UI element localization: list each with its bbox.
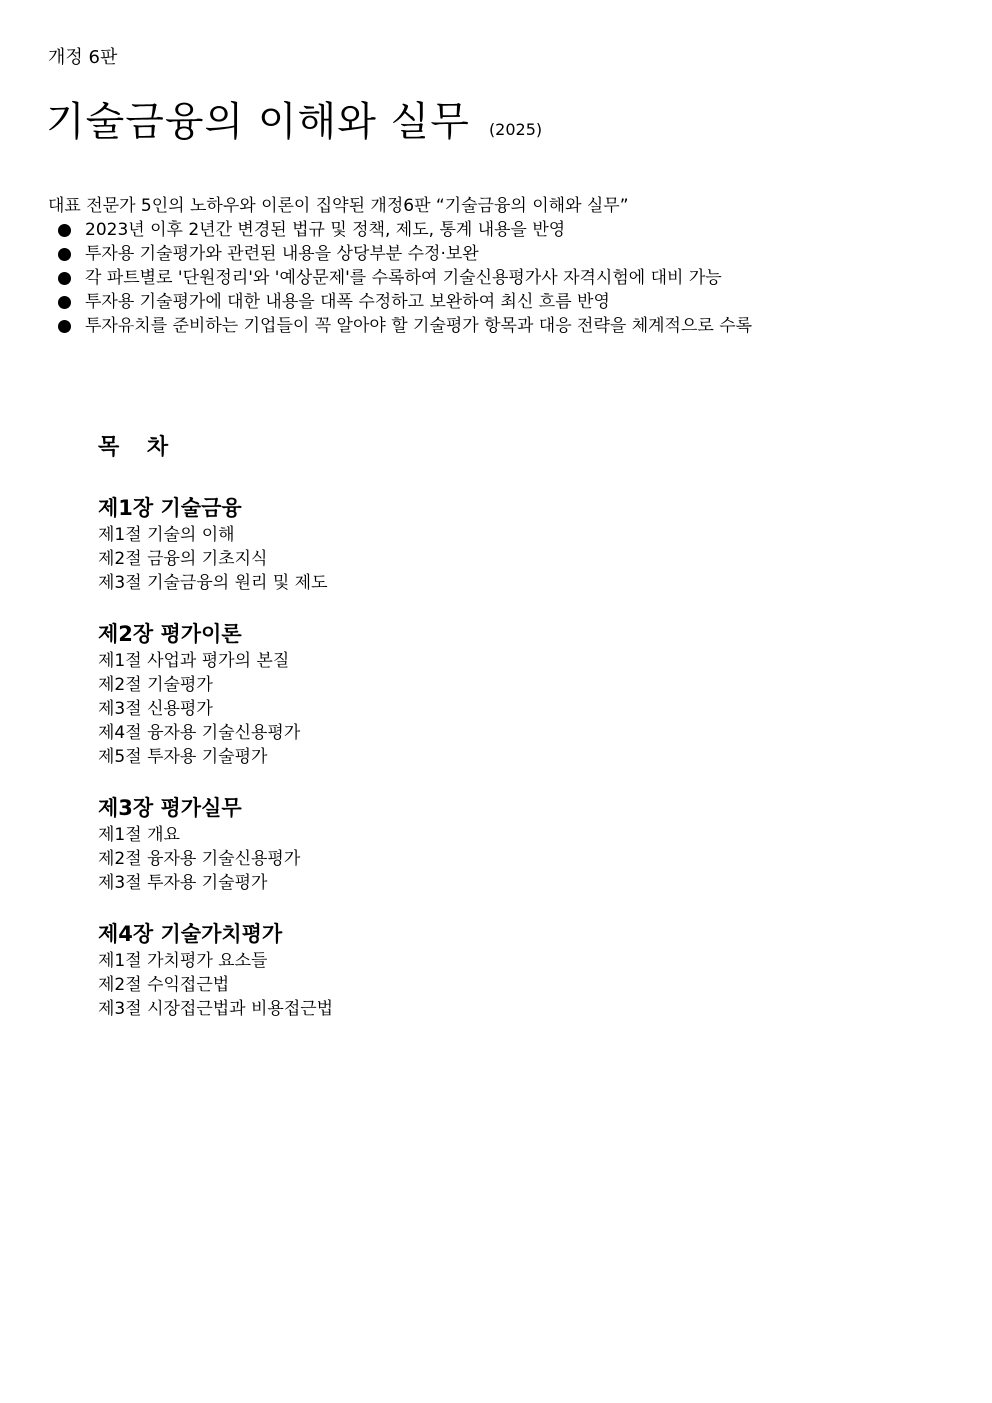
- section-item: 제2절 기술평가: [98, 675, 213, 695]
- section-item: 제1절 기술의 이해: [98, 525, 235, 545]
- section-item: 제1절 사업과 평가의 본질: [98, 651, 290, 671]
- section-item: 제3절 시장접근법과 비용접근법: [98, 999, 334, 1019]
- chapter-title: 제3장 평가실무: [98, 796, 242, 820]
- toc-chapter-4: [98, 919, 798, 1021]
- feature-text: 투자용 기술평가와 관련된 내용을 상당부분 수정·보완: [85, 244, 479, 264]
- section-item: 제3절 신용평가: [98, 699, 213, 719]
- chapter-title: 제2장 평가이론: [98, 622, 242, 646]
- bullet-icon: [58, 296, 71, 309]
- section-item: 제1절 가치평가 요소들: [98, 951, 268, 971]
- toc-chapter-1: [98, 493, 798, 595]
- section-item: 제3절 투자용 기술평가: [98, 873, 268, 893]
- section-item: 제4절 융자용 기술신용평가: [98, 723, 301, 743]
- intro-text: 대표 전문가 5인의 노하우와 이론이 집약된 개정6판 “기술금융의 이해와 실무”: [48, 196, 629, 216]
- section-item: 제1절 개요: [98, 825, 180, 845]
- feature-item: [58, 218, 752, 242]
- edition-label: 개정 6판: [48, 47, 118, 68]
- feature-item: [58, 266, 752, 290]
- bullet-icon: [58, 320, 71, 333]
- feature-item: [58, 314, 752, 338]
- title-row: [46, 96, 542, 148]
- toc-chapter-3: [98, 793, 798, 895]
- toc-chapter-2: [98, 619, 798, 769]
- bullet-icon: [58, 272, 71, 285]
- feature-text: 2023년 이후 2년간 변경된 법규 및 정책, 제도, 통계 내용을 반영: [85, 220, 566, 240]
- chapter-title: 제1장 기술금융: [98, 496, 242, 520]
- feature-text: 각 파트별로 '단원정리'와 '예상문제'를 수록하여 기술신용평가사 자격시험에 대비 가능: [85, 268, 722, 288]
- feature-text: 투자용 기술평가에 대한 내용을 대폭 수정하고 보완하여 최신 흐름 반영: [85, 292, 610, 312]
- bullet-icon: [58, 224, 71, 237]
- feature-text: 투자유치를 준비하는 기업들이 꼭 알아야 할 기술평가 항목과 대응 전략을 체계적으로 수록: [85, 316, 753, 336]
- section-item: 제2절 수익접근법: [98, 975, 230, 995]
- section-item: 제3절 기술금융의 원리 및 제도: [98, 573, 328, 593]
- book-title: 기술금융의 이해와 실무: [46, 99, 470, 145]
- table-of-contents: [98, 493, 798, 1045]
- toc-heading: 목 차: [98, 435, 179, 460]
- bullet-icon: [58, 248, 71, 261]
- section-item: 제2절 금융의 기초지식: [98, 549, 268, 569]
- section-item: 제2절 융자용 기술신용평가: [98, 849, 301, 869]
- chapter-title: 제4장 기술가치평가: [98, 922, 283, 946]
- feature-item: [58, 242, 752, 266]
- publication-year: (2025): [488, 120, 543, 139]
- feature-list: [58, 218, 752, 338]
- feature-item: [58, 290, 752, 314]
- section-item: 제5절 투자용 기술평가: [98, 747, 268, 767]
